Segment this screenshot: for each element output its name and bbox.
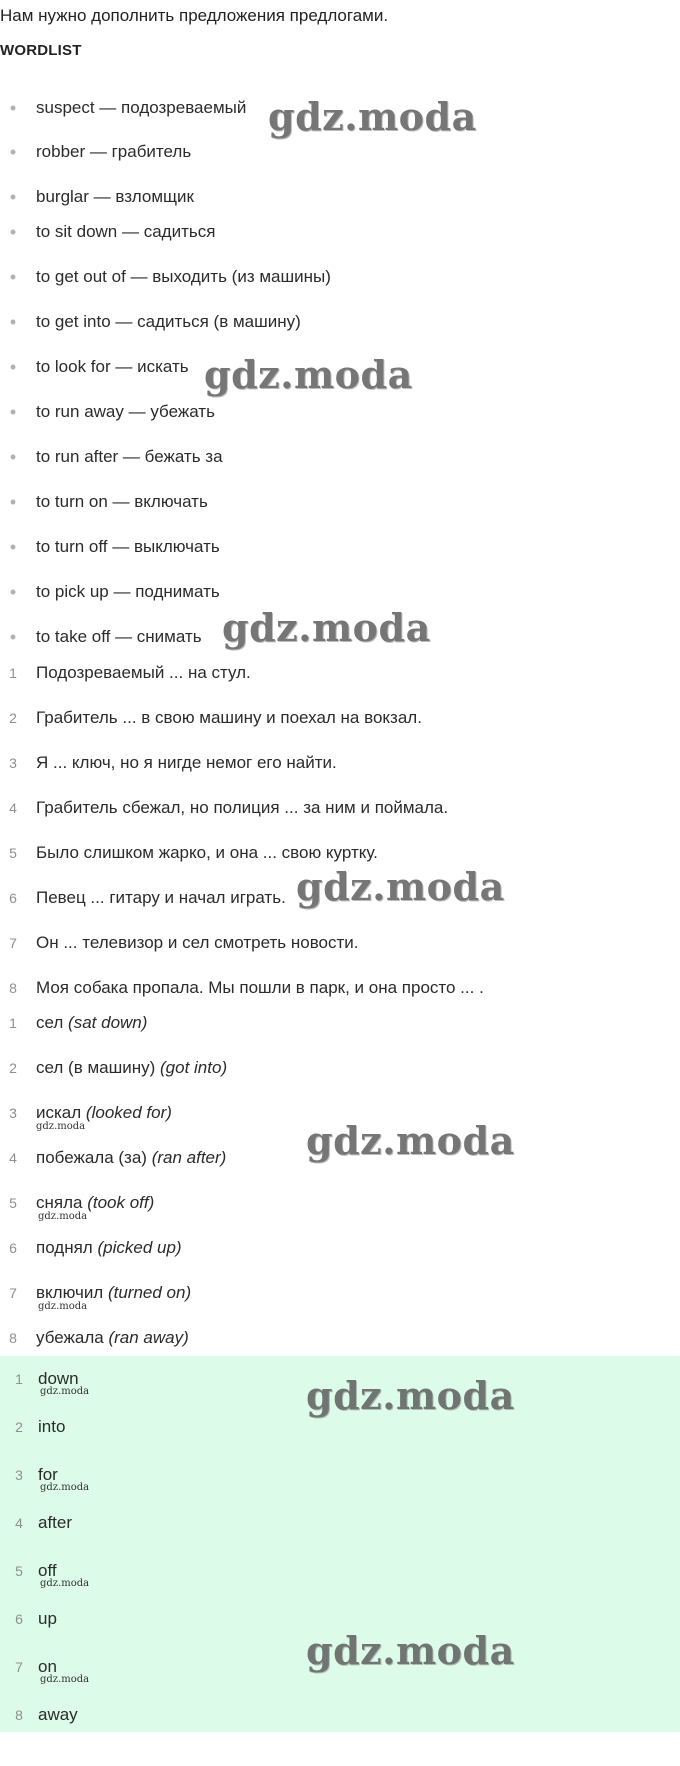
translation-en: (got into) bbox=[160, 1058, 228, 1077]
translation-en: (picked up) bbox=[97, 1238, 182, 1257]
watermark: gdz.moda bbox=[204, 352, 413, 397]
watermark: gdz.moda bbox=[222, 605, 431, 650]
translation-en: (ran away) bbox=[108, 1328, 189, 1347]
wordlist-text: to run away — убежать bbox=[36, 402, 215, 421]
translation-ru: побежала (за) bbox=[36, 1148, 147, 1167]
translation-en: (turned on) bbox=[107, 1283, 192, 1302]
wordlist-text: to pick up — поднимать bbox=[36, 582, 220, 601]
item-number: 6 bbox=[15, 1611, 23, 1627]
wordlist-text: to get into — садиться (в машину) bbox=[36, 312, 301, 331]
translation-ru: искал bbox=[36, 1103, 82, 1122]
translation-ru: сняла bbox=[36, 1193, 83, 1212]
wordlist-text: to look for — искать bbox=[36, 357, 189, 376]
watermark: gdz.moda bbox=[306, 1628, 515, 1673]
small-watermark: gdz.moda bbox=[40, 1482, 90, 1493]
item-number: 5 bbox=[15, 1563, 23, 1579]
wordlist-text: to sit down — садиться bbox=[36, 222, 216, 241]
bullet-icon: • bbox=[9, 142, 17, 162]
sentence-text: Было слишком жарко, и она ... свою куртку. bbox=[36, 843, 378, 862]
item-number: 6 bbox=[9, 1240, 17, 1256]
item-number: 1 bbox=[9, 665, 17, 681]
sentence-text: Моя собака пропала. Мы пошли в парк, и она просто ... . bbox=[36, 978, 484, 997]
watermark: gdz.moda bbox=[296, 864, 505, 909]
answer-word: into bbox=[38, 1417, 66, 1436]
bullet-icon: • bbox=[9, 267, 17, 287]
intro-text: Нам нужно дополнить предложения предлогами. bbox=[0, 6, 389, 25]
small-watermark: gdz.moda bbox=[40, 1386, 90, 1397]
wordlist-text: suspect — подозреваемый bbox=[36, 98, 247, 117]
wordlist-text: to turn off — выключать bbox=[36, 537, 220, 556]
answer-word: for bbox=[38, 1465, 58, 1484]
sentence-text: Он ... телевизор и сел смотреть новости. bbox=[36, 933, 359, 952]
small-watermark: gdz.moda bbox=[40, 1578, 90, 1589]
small-watermark: gdz.moda bbox=[38, 1211, 88, 1222]
bullet-icon: • bbox=[9, 312, 17, 332]
translation-ru: включил bbox=[36, 1283, 104, 1302]
bullet-icon: • bbox=[9, 492, 17, 512]
item-number: 2 bbox=[9, 1060, 17, 1076]
bullet-icon: • bbox=[9, 187, 17, 207]
translation-en: (ran after) bbox=[151, 1148, 227, 1167]
watermark: gdz.moda bbox=[306, 1118, 515, 1163]
answer-word: off bbox=[38, 1561, 57, 1580]
sentence-text: Грабитель ... в свою машину и поехал на вокзал. bbox=[36, 708, 422, 727]
item-number: 5 bbox=[9, 845, 17, 861]
bullet-icon: • bbox=[9, 357, 17, 377]
wordlist-text: to run after — бежать за bbox=[36, 447, 223, 466]
sentence-text: Певец ... гитару и начал играть. bbox=[36, 888, 286, 907]
translation-ru: поднял bbox=[36, 1238, 93, 1257]
item-number: 1 bbox=[15, 1371, 23, 1387]
item-number: 8 bbox=[9, 980, 17, 996]
item-number: 3 bbox=[15, 1467, 23, 1483]
item-number: 8 bbox=[15, 1707, 23, 1723]
bullet-icon: • bbox=[9, 447, 17, 467]
item-number: 4 bbox=[15, 1515, 23, 1531]
wordlist-heading: WORDLIST bbox=[0, 42, 82, 59]
item-number: 2 bbox=[15, 1419, 23, 1435]
item-number: 2 bbox=[9, 710, 17, 726]
item-number: 3 bbox=[9, 1105, 17, 1121]
translation-ru: убежала bbox=[36, 1328, 104, 1347]
bullet-icon: • bbox=[9, 402, 17, 422]
wordlist-text: robber — грабитель bbox=[36, 142, 192, 161]
answer-word: after bbox=[38, 1513, 73, 1532]
translation-en: (looked for) bbox=[85, 1103, 172, 1122]
answer-word: on bbox=[38, 1657, 57, 1676]
item-number: 6 bbox=[9, 890, 17, 906]
wordlist-text: to get out of — выходить (из машины) bbox=[36, 267, 331, 286]
item-number: 7 bbox=[9, 935, 17, 951]
answer-word: up bbox=[38, 1609, 57, 1628]
bullet-icon: • bbox=[9, 582, 17, 602]
small-watermark: gdz.moda bbox=[38, 1301, 88, 1312]
small-watermark: gdz.moda bbox=[40, 1674, 90, 1685]
item-number: 7 bbox=[9, 1285, 17, 1301]
item-number: 5 bbox=[9, 1195, 17, 1211]
wordlist-text: burglar — взломщик bbox=[36, 187, 194, 206]
watermark: gdz.moda bbox=[306, 1373, 515, 1418]
sentence-text: Грабитель сбежал, но полиция ... за ним и поймала. bbox=[36, 798, 449, 817]
item-number: 1 bbox=[9, 1015, 17, 1031]
bullet-icon: • bbox=[9, 98, 17, 118]
translation-ru: сел (в машину) bbox=[36, 1058, 156, 1077]
wordlist-text: to take off — снимать bbox=[36, 627, 202, 646]
translation-en: (took off) bbox=[87, 1193, 155, 1212]
item-number: 7 bbox=[15, 1659, 23, 1675]
item-number: 4 bbox=[9, 800, 17, 816]
answer-word: away bbox=[38, 1705, 78, 1724]
small-watermark: gdz.moda bbox=[36, 1121, 86, 1132]
item-number: 3 bbox=[9, 755, 17, 771]
wordlist-text: to turn on — включать bbox=[36, 492, 208, 511]
translation-en: (sat down) bbox=[68, 1013, 148, 1032]
watermark: gdz.moda bbox=[268, 94, 477, 139]
bullet-icon: • bbox=[9, 222, 17, 242]
translation-ru: сел bbox=[36, 1013, 64, 1032]
item-number: 8 bbox=[9, 1330, 17, 1346]
bullet-icon: • bbox=[9, 537, 17, 557]
bullet-icon: • bbox=[9, 627, 17, 647]
answer-word: down bbox=[38, 1369, 79, 1388]
sentence-text: Я ... ключ, но я нигде немог его найти. bbox=[36, 753, 337, 772]
item-number: 4 bbox=[9, 1150, 17, 1166]
sentence-text: Подозреваемый ... на стул. bbox=[36, 663, 251, 682]
